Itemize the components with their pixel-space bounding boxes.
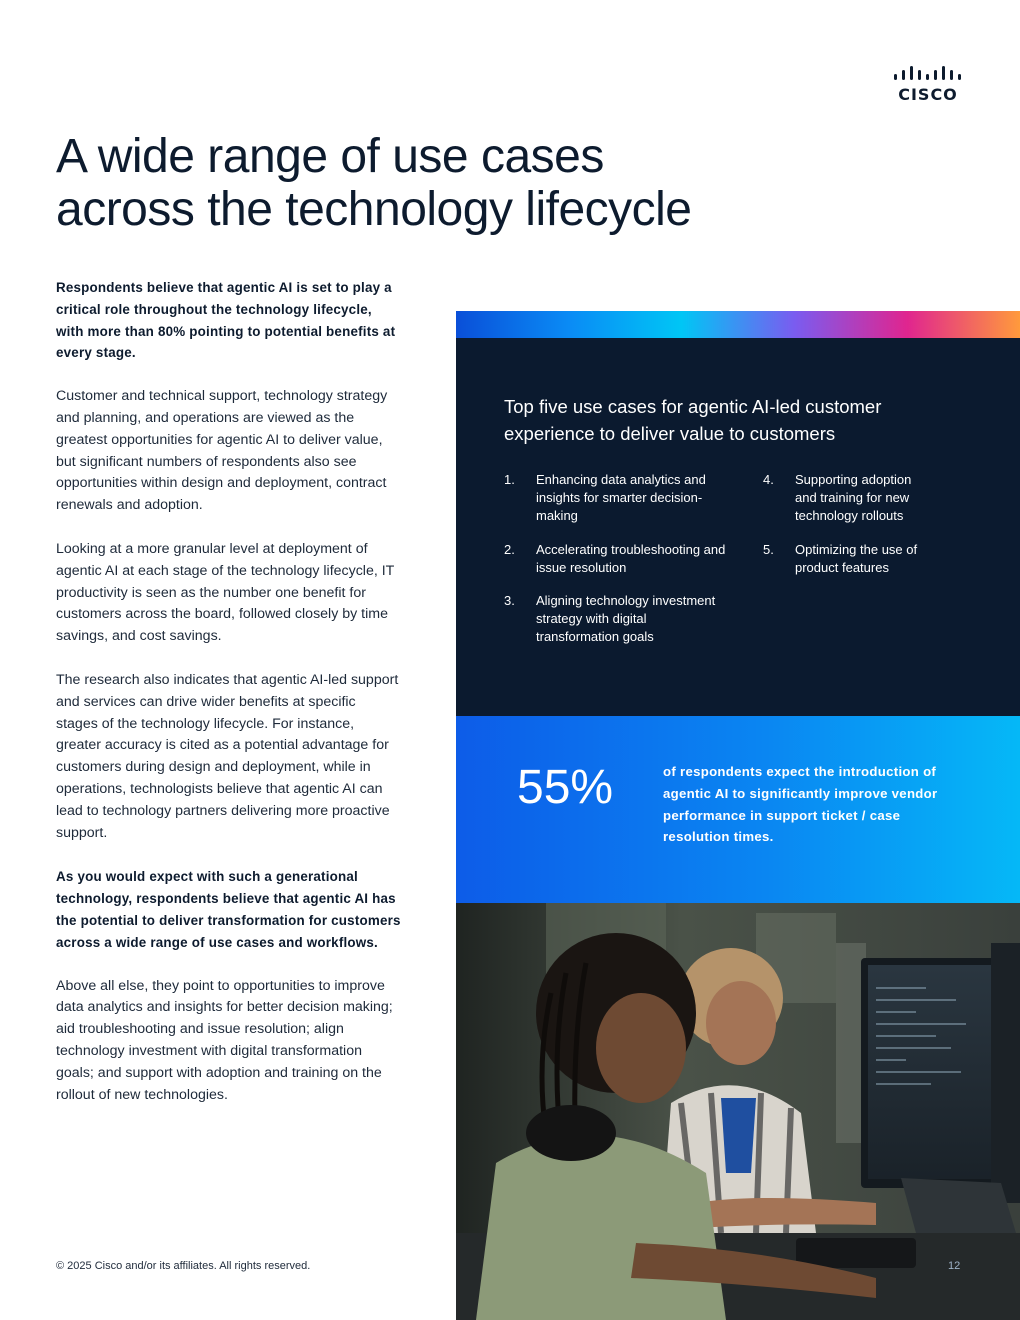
use-case-text: Aligning technology investment strategy with digital transformation goals [536,593,716,645]
use-case-text: Enhancing data analytics and insights for smarter decision-making [536,472,706,524]
logo-wordmark: CISCO [898,85,958,104]
office-scene-illustration [456,903,1020,1320]
use-case-item-4 [763,471,935,526]
body-paragraph-3: The research also indicates that agentic AI-led support and services can drive wider benefits at specific stages of the technology lifecycle. For instance, greater accuracy is cited as a potential advantage for customers during design and deployment, while in operations, technologists believe that agentic AI can lead to technology partners delivering more proactive support. [56,671,399,841]
use-case-text: Accelerating troubleshooting and issue resolution [536,542,726,576]
stat-value: 55% [517,761,614,814]
intro-paragraph: Respondents believe that agentic AI is set to play a critical role throughout the technology lifecycle, with more than 80% pointing to potential benefits at every stage. [56,280,396,361]
use-case-item-1 [504,471,706,526]
body-text-column [56,277,401,1128]
body-paragraph-4: As you would expect with such a generational technology, respondents believe that agentic AI has the potential to deliver transformation for customers across a wide range of use cases and workflows. [56,869,401,950]
use-case-text: Optimizing the use of product features [795,542,918,576]
use-cases-panel [456,338,1020,716]
use-case-text: Supporting adoption and training for new technology rollouts [795,472,912,524]
title-line-1: A wide range of use cases [56,130,604,183]
body-paragraph-2: Looking at a more granular level at deployment of agentic AI at each stage of the technology lifecycle, IT productivity is seen as the number one benefit for customers across the board, followed closely by time savings, and cost savings. [56,540,395,645]
use-cases-heading: Top five use cases for agentic AI-led customer experience to deliver value to customers [504,396,882,444]
stat-description: of respondents expect the introduction of agentic AI to significantly improve vendor performance in support ticket / case resolution times. [663,764,938,845]
use-case-number: 1. [504,472,515,487]
gradient-accent-bar [456,311,1020,338]
two-people-at-computer-photo [456,903,1020,1320]
use-case-number: 5. [763,542,774,557]
page-title [56,130,816,236]
use-case-item-5 [763,541,945,577]
use-case-item-3 [504,592,716,647]
cisco-bridge-icon [892,66,964,86]
use-case-number: 2. [504,542,515,557]
cisco-logo [892,66,964,106]
use-case-number: 3. [504,593,515,608]
page-number: 12 [948,1260,961,1272]
use-case-number: 4. [763,472,774,487]
copyright-footer: © 2025 Cisco and/or its affiliates. All rights reserved. [56,1260,311,1272]
use-case-item-2 [504,541,726,577]
title-line-2: across the technology lifecycle [56,183,692,236]
body-paragraph-1: Customer and technical support, technology strategy and planning, and operations are viewed as the greatest opportunities for agentic AI to deliver value, but significant numbers of respondents also see opportunities within design and deployment, contract renewals and adoption. [56,388,388,514]
stat-panel [456,716,1020,903]
body-paragraph-5: Above all else, they point to opportunities to improve data analytics and insights for better decision making; aid troubleshooting and issue resolution; align technology investment with digital transformation goals; and support with adoption and training on the rollout of new technologies. [56,977,393,1103]
